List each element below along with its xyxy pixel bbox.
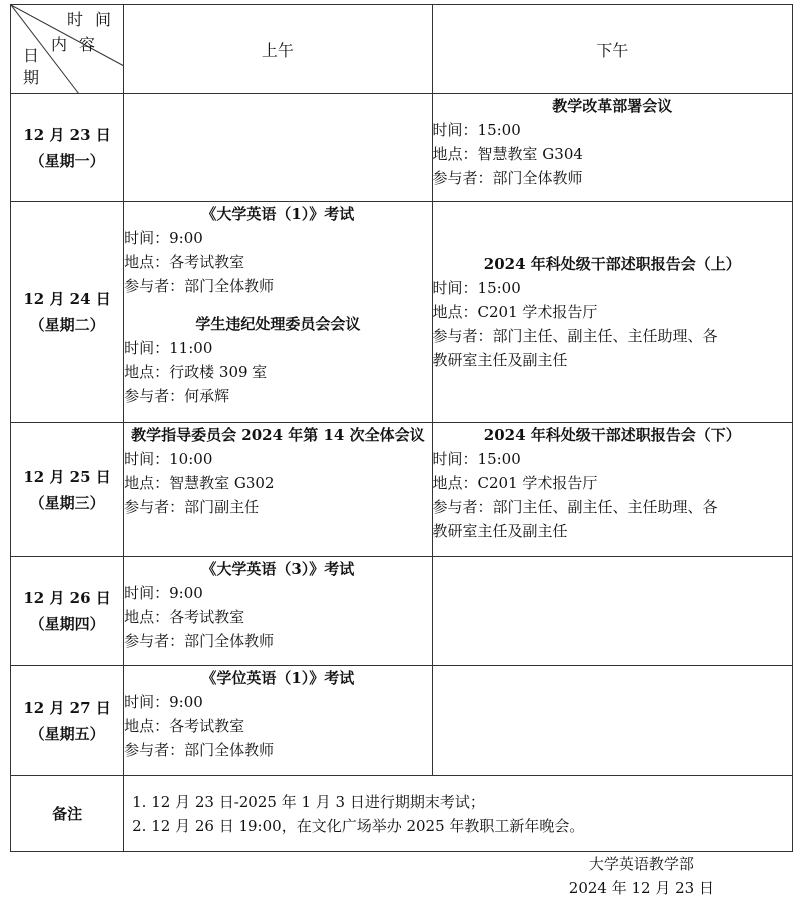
event-place: 地点：C201 学术报告厅 [432,303,598,321]
header-row [11,5,793,94]
event-people-cont: 教研室主任及副主任 [432,522,568,540]
date-text: 12 月 23 日 [23,125,111,144]
event-people: 参与者：部门主任、副主任、主任助理、各 [432,327,718,345]
weekday-text: （星期四） [29,615,105,633]
event-time: 时间：9:00 [124,693,203,711]
event-time: 时间：9:00 [124,229,203,247]
notes-label: 备注 [11,776,124,852]
event-time: 时间：11:00 [124,339,213,357]
date-cell [11,94,124,202]
event-place: 地点：智慧教室 G302 [124,474,275,492]
weekday-text: （星期二） [29,316,105,334]
morning-cell-empty [124,94,432,202]
morning-header: 上午 [124,5,432,94]
event-spacer [124,298,431,312]
date-text: 12 月 27 日 [23,698,111,717]
date-cell [11,423,124,557]
event-title: 学生违纪处理委员会会议 [195,315,361,333]
afternoon-cell [432,202,792,423]
diag-date-label: 日期 [23,46,40,87]
event-time: 时间：15:00 [432,450,521,468]
event-title: 《大学英语（1）》考试 [201,205,355,223]
notes-row [11,776,793,852]
event-people: 参与者：部门全体教师 [124,277,275,295]
diag-time-label: 时间 [67,10,124,29]
event-title: 《大学英语（3）》考试 [201,560,355,578]
date-text: 12 月 24 日 [23,290,111,308]
signature-org: 大学英语教学部 [588,855,694,873]
event-people: 参与者：部门全体教师 [432,169,583,187]
event-title: 《学位英语（1）》考试 [201,669,355,687]
morning-cell [124,202,432,423]
event-place: 地点：智慧教室 G304 [432,145,583,163]
schedule-row [11,94,793,202]
afternoon-cell [432,94,792,202]
afternoon-cell [432,423,792,557]
morning-cell [124,666,432,776]
afternoon-cell-empty [432,666,792,776]
event-people: 参与者：部门全体教师 [124,632,275,650]
schedule-row [11,557,793,666]
event-time: 时间：9:00 [124,584,203,602]
event-people: 参与者：部门全体教师 [124,741,275,759]
schedule-row [11,666,793,776]
note-item: 1. 12 月 23 日-2025 年 1 月 3 日进行期期末考试； [132,792,485,811]
schedule-row [11,423,793,557]
event-place: 地点：行政楼 309 室 [124,363,268,381]
morning-cell [124,423,432,557]
event-title: 教学指导委员会 2024 年第 14 次全体会议 [131,426,425,444]
event-title: 教学改革部署会议 [552,97,673,115]
event-title: 2024 年科处级干部述职报告会（上） [483,255,741,273]
note-item: 2. 12 月 26 日 19:00，在文化广场举办 2025 年教职工新年晚会。 [132,816,585,835]
event-people: 参与者：部门主任、副主任、主任助理、各 [432,498,718,516]
diagonal-header-cell [11,5,124,94]
date-text: 12 月 26 日 [23,589,111,607]
event-place: 地点：C201 学术报告厅 [432,474,598,492]
weekday-text: （星期一） [29,151,105,170]
date-cell [11,666,124,776]
diag-content-label: 内容 [51,35,108,54]
date-text: 12 月 25 日 [23,467,111,486]
event-people-cont: 教研室主任及副主任 [432,351,568,369]
event-time: 时间：15:00 [432,279,521,297]
notes-cell [124,776,793,852]
event-place: 地点：各考试教室 [124,717,245,735]
morning-cell [124,557,432,666]
schedule-table [10,4,793,852]
event-time: 时间：15:00 [432,121,521,139]
afternoon-header: 下午 [432,5,792,94]
signature-date: 2024 年 12 月 23 日 [568,879,714,897]
event-people: 参与者：何承辉 [124,387,230,405]
weekday-text: （星期三） [29,493,105,512]
schedule-row [11,202,793,423]
date-cell [11,202,124,423]
event-time: 时间：10:00 [124,450,213,468]
date-cell [11,557,124,666]
event-title: 2024 年科处级干部述职报告会（下） [483,426,741,444]
event-place: 地点：各考试教室 [124,253,245,271]
event-place: 地点：各考试教室 [124,608,245,626]
signature-block [569,852,714,900]
weekday-text: （星期五） [29,724,105,743]
event-people: 参与者：部门副主任 [124,498,260,516]
afternoon-cell-empty [432,557,792,666]
